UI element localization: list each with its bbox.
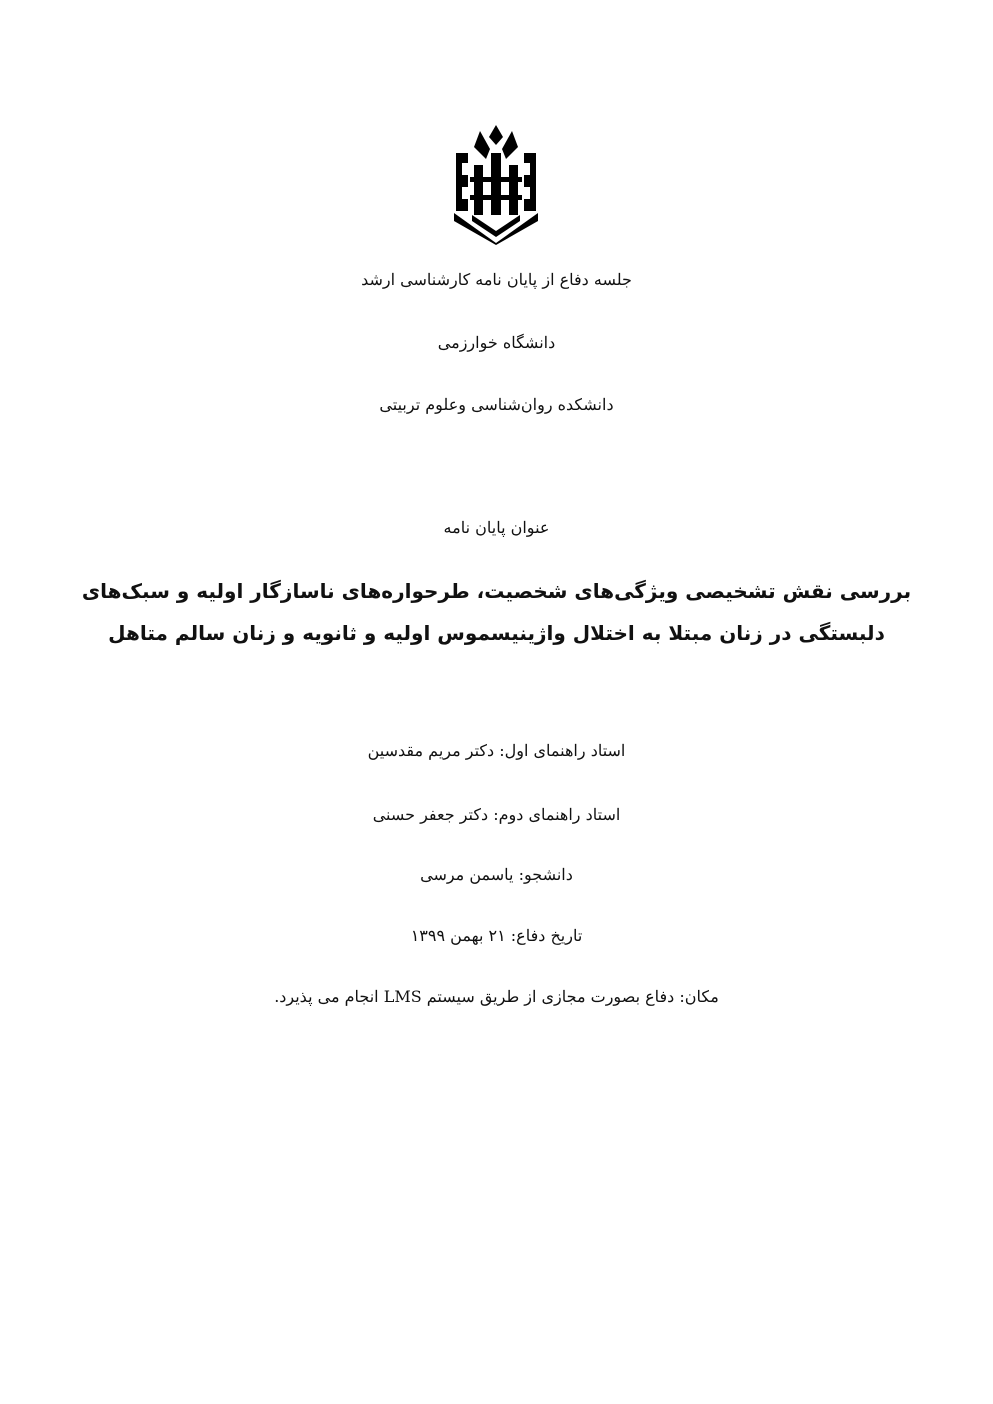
first-advisor: استاد راهنمای اول: دکتر مریم مقدسین <box>367 741 626 760</box>
defense-session-heading: جلسه دفاع از پایان نامه کارشناسی ارشد <box>361 270 632 289</box>
thesis-title-line-1: بررسی نقش تشخیصی ویژگی‌های شخصیت، طرحواره‌های ناسازگار اولیه و سبک‌های <box>81 579 912 603</box>
defense-date: تاریخ دفاع: ۲۱ بهمن ۱۳۹۹ <box>410 926 583 945</box>
university-name: دانشگاه خوارزمی <box>437 333 556 352</box>
defense-location: مکان: دفاع بصورت مجازی از طریق سیستم LMS انجام می پذیرد. <box>274 987 719 1006</box>
university-emblem-icon <box>448 123 544 245</box>
thesis-title-line-2: دلبستگی در زنان مبتلا به اختلال واژینیسموس اولیه و ثانویه و زنان سالم متاهل <box>108 621 885 645</box>
faculty-name: دانشکده روان‌شناسی وعلوم تربیتی <box>379 395 614 414</box>
thesis-title-label: عنوان پایان نامه <box>443 518 550 537</box>
student-name: دانشجو: یاسمن مرسی <box>420 865 573 884</box>
second-advisor: استاد راهنمای دوم: دکتر جعفر حسنی <box>372 805 621 824</box>
